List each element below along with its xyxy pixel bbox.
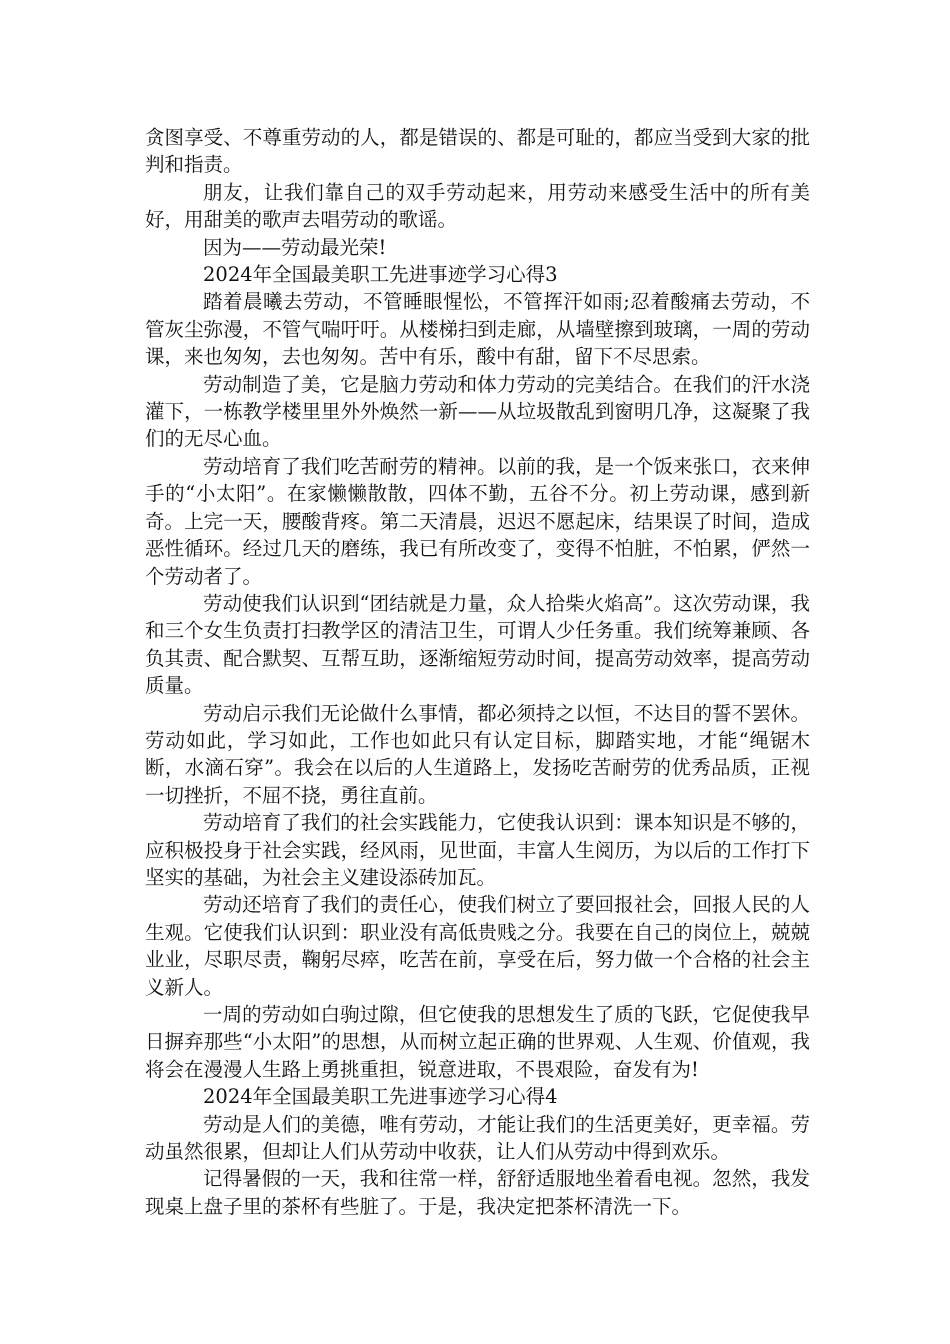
- document-body: [145, 124, 810, 1220]
- paragraph: 朋友，让我们靠自己的双手劳动起来，用劳动来感受生活中的所有美好，用甜美的歌声去唱劳动的歌谣。: [145, 180, 810, 232]
- paragraph: 劳动使我们认识到“团结就是力量，众人拾柴火焰高”。这次劳动课，我和三个女生负责打扫教学区的清洁卫生，可谓人少任务重。我们统筹兼顾、各负其责、配合默契、互帮互助，逐渐缩短劳动时间，提高劳动效率，提高劳动质量。: [145, 591, 810, 698]
- section-heading: 2024年全国最美职工先进事迹学习心得4: [203, 1085, 558, 1109]
- paragraph: 劳动制造了美，它是脑力劳动和体力劳动的完美结合。在我们的汗水浇灌下，一栋教学楼里里外外焕然一新——从垃圾散乱到窗明几净，这凝聚了我们的无尽心血。: [145, 372, 810, 451]
- paragraph: 劳动培育了我们吃苦耐劳的精神。以前的我，是一个饭来张口，衣来伸手的“小太阳”。在家懒懒散散，四体不勤，五谷不分。初上劳动课，感到新奇。上完一天，腰酸背疼。第二天清晨，迟迟不愿起床，结果误了时间，造成恶性循环。经过几天的磨练，我已有所改变了，变得不怕脏，不怕累，俨然一个劳动者了。: [145, 454, 810, 588]
- section-heading: 2024年全国最美职工先进事迹学习心得3: [203, 263, 558, 287]
- paragraph: 劳动启示我们无论做什么事情，都必须持之以恒，不达目的誓不罢休。劳动如此，学习如此，工作也如此只有认定目标，脚踏实地，才能“绳锯木断，水滴石穿”。我会在以后的人生道路上，发扬吃苦耐劳的优秀品质，正视一切挫折，不屈不挠，勇往直前。: [145, 701, 810, 807]
- paragraph: 一周的劳动如白驹过隙，但它使我的思想发生了质的飞跃，它促使我早日摒弃那些“小太阳”的思想，从而树立起正确的世界观、人生观、价值观，我将会在漫漫人生路上勇挑重担，锐意进取，不畏艰险，奋发有为!: [145, 1003, 810, 1081]
- paragraph: 贪图享受、不尊重劳动的人，都是错误的、都是可耻的，都应当受到大家的批判和指责。: [145, 126, 810, 177]
- paragraph: 踏着晨曦去劳动，不管睡眼惺忪，不管挥汗如雨;忍着酸痛去劳动，不管灰尘弥漫，不管气喘吁吁。从楼梯扫到走廊，从墙壁擦到玻璃，一周的劳动课，来也匆匆，去也匆匆。苦中有乐，酸中有甜，留下不尽思索。: [145, 290, 810, 369]
- paragraph: 记得暑假的一天，我和往常一样，舒舒适服地坐着看电视。忽然，我发现桌上盘子里的茶杯有些脏了。于是，我决定把茶杯清洗一下。: [145, 1167, 810, 1218]
- paragraph: 劳动还培育了我们的责任心，使我们树立了要回报社会，回报人民的人生观。它使我们认识到：职业没有高低贵贱之分。我要在自己的岗位上，兢兢业业，尽职尽责，鞠躬尽瘁，吃苦在前，享受在后，努力做一个合格的社会主义新人。: [145, 893, 810, 999]
- paragraph: 因为——劳动最光荣!: [203, 235, 387, 259]
- paragraph: 劳动培育了我们的社会实践能力，它使我认识到：课本知识是不够的，应积极投身于社会实践，经风雨，见世面，丰富人生阅历，为以后的工作打下坚实的基础，为社会主义建设添砖加瓦。: [145, 811, 810, 889]
- paragraph: 劳动是人们的美德，唯有劳动，才能让我们的生活更美好，更幸福。劳动虽然很累，但却让人们从劳动中收获，让人们从劳动中得到欢乐。: [145, 1112, 810, 1164]
